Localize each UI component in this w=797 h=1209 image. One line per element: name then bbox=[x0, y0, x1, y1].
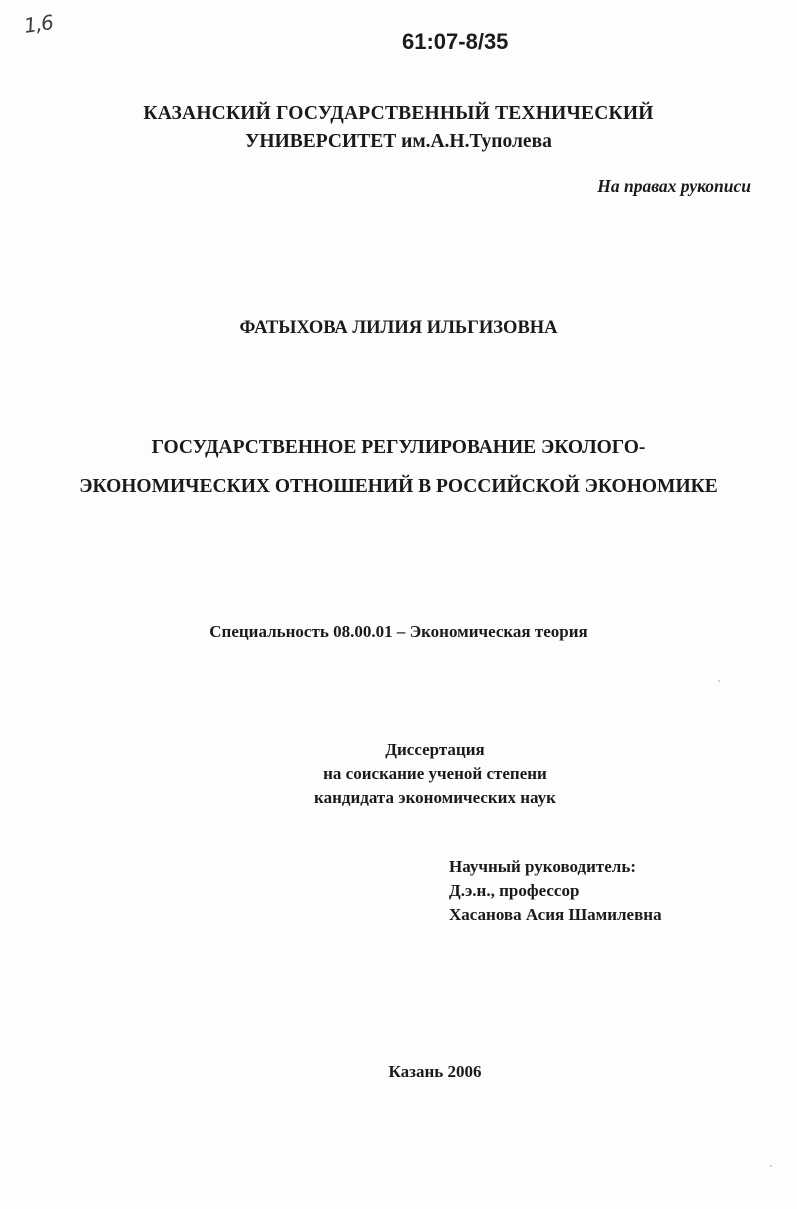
university-name bbox=[0, 100, 797, 156]
handwritten-note: 1,6 bbox=[22, 10, 55, 38]
degree-line-1: Диссертация bbox=[385, 740, 485, 759]
title-line-2: ЭКОНОМИЧЕСКИХ ОТНОШЕНИЙ В РОССИЙСКОЙ ЭКОНОМИКЕ bbox=[79, 476, 718, 497]
city-year: Казань 2006 bbox=[388, 1062, 482, 1081]
title-line-1: ГОСУДАРСТВЕННОЕ РЕГУЛИРОВАНИЕ ЭКОЛОГО- bbox=[151, 437, 646, 458]
degree-line-2: на соискание ученой степени bbox=[323, 764, 547, 783]
supervisor-rank: Д.э.н., профессор bbox=[449, 881, 580, 900]
dissertation-title bbox=[0, 428, 797, 506]
degree-line-3: кандидата экономических наук bbox=[314, 788, 556, 807]
supervisor-block bbox=[449, 855, 662, 927]
catalog-code: 61:07-8/35 bbox=[402, 29, 509, 54]
university-line-1: КАЗАНСКИЙ ГОСУДАРСТВЕННЫЙ ТЕХНИЧЕСКИЙ bbox=[143, 103, 654, 124]
specialty: Специальность 08.00.01 – Экономическая теория bbox=[209, 622, 588, 641]
supervisor-name: Хасанова Асия Шамилевна bbox=[449, 905, 662, 924]
manuscript-note: На правах рукописи bbox=[597, 176, 751, 196]
university-line-2: УНИВЕРСИТЕТ им.А.Н.Туполева bbox=[245, 131, 552, 152]
degree-statement bbox=[0, 738, 797, 810]
scan-speck bbox=[718, 680, 720, 682]
scan-speck bbox=[770, 1165, 772, 1167]
supervisor-label: Научный руководитель: bbox=[449, 857, 636, 876]
author-name: ФАТЫХОВА ЛИЛИЯ ИЛЬГИЗОВНА bbox=[239, 318, 558, 338]
